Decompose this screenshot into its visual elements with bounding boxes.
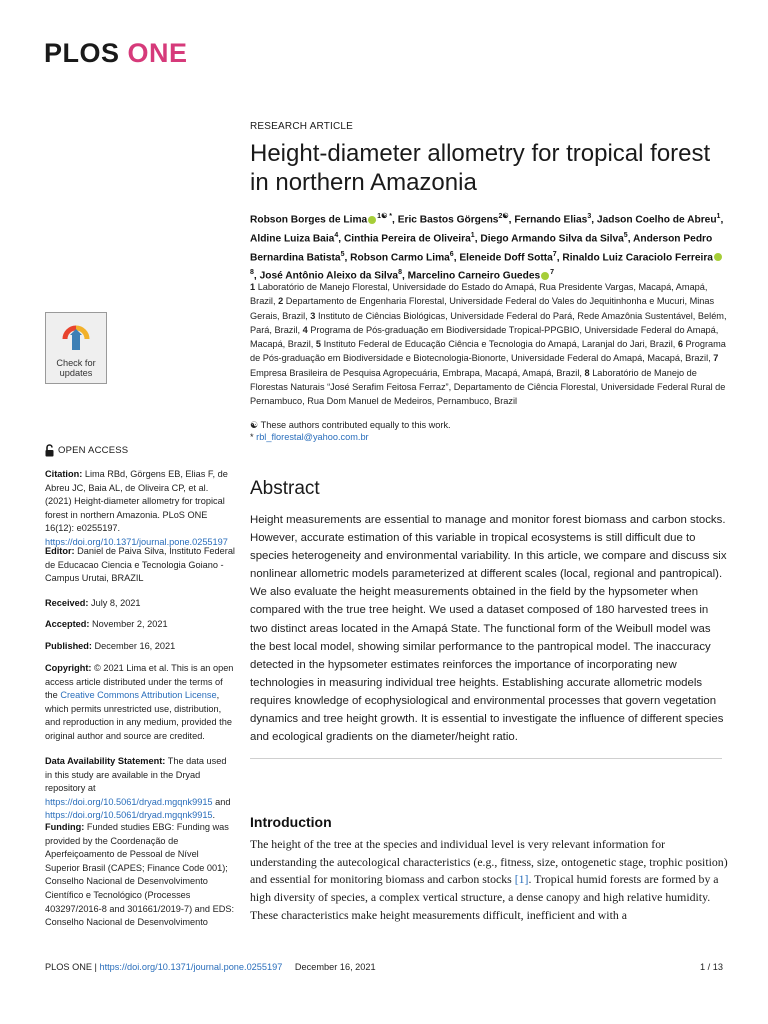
dryad-link-1[interactable]: https://doi.org/10.5061/dryad.mgqnk9915 <box>45 796 213 807</box>
check-for-updates-icon <box>59 319 93 355</box>
editor-block <box>45 545 235 586</box>
journal-logo[interactable] <box>44 38 188 69</box>
author-name[interactable]: Marcelino Carneiro Guedes <box>407 270 541 282</box>
affiliation-text: Laboratório de Manejo Florestal, Universidade do Estado do Amapá, Rua Presidente Vargas, Macapá, Amapá, Brazil, <box>250 282 708 307</box>
received-block <box>45 597 235 611</box>
copyright-block <box>45 662 235 744</box>
published-date: December 16, 2021 <box>94 641 176 651</box>
author-name[interactable]: Jadson Coelho de Abreu <box>596 214 717 226</box>
affiliation-number: 7 <box>713 353 719 364</box>
funding-text: Funded studies EBG: Funding was provided by the Coordenação de Aperfeiçoamento de Pessoal de Nível Superior Brasil (CAPES; Finance Code 001); Conselho Nacional de Desenvolvimento Científico e Tecnológico (Processes 403297/2016-8 and 301661/2019-7) and EDS: Conselho Nacional de Desenvolvimento <box>45 822 235 928</box>
author-affiliation-marker: 1 <box>716 213 721 220</box>
author-affiliation-marker: 1☯ * <box>377 213 393 220</box>
received-label: Received: <box>45 598 89 608</box>
affiliation-number: 6 <box>677 339 683 350</box>
affiliation-number: 2 <box>278 296 284 307</box>
corresponding-author <box>250 431 728 443</box>
data-availability-label: Data Availability Statement: <box>45 756 166 766</box>
article-type: RESEARCH ARTICLE <box>250 121 354 132</box>
page-footer <box>45 962 723 972</box>
reference-link-1[interactable]: [1] <box>514 872 529 887</box>
article-title-line-2: in northern Amazonia <box>250 169 477 196</box>
section-divider <box>250 758 722 759</box>
check-for-updates-badge[interactable] <box>45 312 107 384</box>
orcid-icon[interactable] <box>541 272 549 280</box>
orcid-icon[interactable] <box>368 216 376 224</box>
accepted-block <box>45 618 235 632</box>
data-availability-block <box>45 755 235 823</box>
open-lock-icon <box>45 444 54 457</box>
funding-block <box>45 821 235 930</box>
affiliation-number: 5 <box>315 339 322 350</box>
footer-journal: PLOS ONE | <box>45 962 100 972</box>
author-affiliation-marker: 8 <box>250 269 254 277</box>
author-name[interactable]: Cinthia Pereira de Oliveira <box>343 233 471 245</box>
affiliation-text: Instituto Federal de Educação Ciência e Tecnologia do Amapá, Laranjal do Jari, Brazil, <box>323 339 676 350</box>
article-title <box>250 139 728 197</box>
open-access-label: OPEN ACCESS <box>58 445 129 456</box>
funding-label: Funding: <box>45 822 85 832</box>
introduction-heading: Introduction <box>250 814 332 830</box>
corresponding-email-link[interactable]: rbl_florestal@yahoo.com.br <box>256 432 369 443</box>
editor-label: Editor: <box>45 546 75 556</box>
cc-license-link[interactable]: Creative Commons Attribution License <box>60 690 217 701</box>
affiliation-text: Programa de Pós-graduação em Biodiversidade e Biotecnologia-Bionorte, Universidade Federal do Amapá, Macapá, Brazil, <box>250 339 726 364</box>
introduction-text-part-1: The height of the tree at the species and individual level is very relevant information for understanding the autecological characteristics (e.g., fitness, size, ontogenetic stage, trophic position) and essential for monitoring biomass and carbon stocks <box>250 837 728 887</box>
author-affiliation-marker: 3 <box>587 213 592 220</box>
affiliation-text: Empresa Brasileira de Pesquisa Agropecuária, Embrapa, Macapá, Amapá, Brazil, <box>250 367 582 378</box>
citation-block <box>45 468 235 550</box>
author-affiliation-marker: 6 <box>449 250 454 258</box>
check-for-updates-label: Check for updates <box>56 358 96 378</box>
affiliation-number: 1 <box>250 282 256 292</box>
abstract-heading: Abstract <box>250 478 320 499</box>
author-affiliation-marker: 8 <box>398 269 402 277</box>
data-availability-text: The data used in this study are available in the Dryad repository at <box>45 756 227 794</box>
author-notes <box>250 419 728 444</box>
journal-logo-plos: PLOS <box>44 38 120 68</box>
editor-text: Daniel de Paiva Silva, Instituto Federal de Educacao Ciencia e Tecnologia Goiano - Campus Urutai, BRAZIL <box>45 546 235 584</box>
author-name[interactable]: Robson Borges de Lima <box>250 214 368 226</box>
author-affiliation-marker: 4 <box>334 231 339 239</box>
abstract-text: Height measurements are essential to manage and monitor forest biomass and carbon stocks. However, accurate estimation of this variable in tropical ecosystems is still difficult due to species heterogeneity and environmental variability. In this article, we compare and discuss six nonlinear allometric models parameterized at different scales (local, regional and pantropical). We also evaluate the height measurements obtained in the field by the hypsometer when compared with the true tree height. We used a dataset composed of 180 harvested trees in two distinct areas located in the Amapá State. The functional form of the Weibull model was the best local model, showing similar performance to the pantropical model. The inaccuracy detected in the hypsometer estimates reinforces the importance of incorporating new technologies in measuring individual tree heights. Establishing accurate allometric models requires knowledge of ecophysiological and environmental processes that govern vegetation dynamics and tree height growth. It is essential to investigate the influence of different species and ecological gradients on the diameter/height ratio. <box>250 514 727 744</box>
author-affiliation-marker: 2☯ <box>498 213 509 220</box>
citation-label: Citation: <box>45 469 83 479</box>
author-affiliation-marker: 1 <box>470 231 475 239</box>
affiliation-text: Programa de Pós-graduação em Biodiversidade Tropical-PPGBIO, Universidade Federal do Amapá, Macapá, Brazil, <box>250 324 719 350</box>
dryad-link-2[interactable]: https://doi.org/10.5061/dryad.mgqnk9915 <box>45 810 213 821</box>
published-label: Published: <box>45 641 92 651</box>
open-access-indicator <box>45 444 128 457</box>
author-list: Robson Borges de Lima $^{1☯ *}$, Eric Bastos Görgens$^{2☯}$, Fernando Elias$^3$, Jadson Coelho de Abreu$^1$, Aldine Luiza Baia$^4$, Cinthia Pereira de Oliveira$^1$, Diego Armando Silva da Silva$^5$, Anderson Pedro Bernardina Batista$^5$, Robson Carmo Lima$^6$, Eleneide Doff Sotta$^7$, Rinaldo Luiz Caraciolo Ferreira$^8$, José Antônio Aleixo da Silva$^8$, Marcelino Carneiro Guedes $^7$ <box>250 213 724 282</box>
author-affiliation-marker: 5 <box>623 231 628 239</box>
copyright-text-2: , which permits unrestricted use, distribution, and reproduction in any medium, provided the original author and source are credited. <box>45 690 232 741</box>
author-affiliation-marker: 7 <box>550 269 555 277</box>
copyright-text-1: © 2021 Lima et al. This is an open access article distributed under the terms of the <box>45 663 234 701</box>
affiliation-text: Instituto de Ciências Biológicas, Universidade Federal do Pará, Rede Amazônia Sustentável, Belém, Pará, Brazil, <box>250 310 727 335</box>
footer-doi-link[interactable]: https://doi.org/10.1371/journal.pone.0255197 <box>99 962 283 972</box>
author-name[interactable]: Eleneide Doff Sotta <box>459 251 553 263</box>
page-number: 1 / 13 <box>700 962 723 972</box>
affiliation-number: 8 <box>584 367 590 378</box>
author-name[interactable]: Aldine Luiza Baia <box>250 233 335 245</box>
author-name[interactable]: Robson Carmo Lima <box>350 251 450 263</box>
footer-date: December 16, 2021 <box>294 962 376 972</box>
article-title-line-1: Height-diameter allometry for tropical forest <box>250 140 711 167</box>
introduction-text <box>250 836 728 925</box>
author-affiliation-marker: 7 <box>552 250 557 258</box>
citation-text: Lima RBd, Görgens EB, Elias F, de Abreu JC, Baia AL, de Oliveira CP, et al. (2021) Height-diameter allometry for tropical forest in northern Amazonia. PLoS ONE 16(12): e0255197. <box>45 469 228 534</box>
affiliation-number: 3 <box>310 310 316 321</box>
author-name[interactable]: José Antônio Aleixo da Silva <box>259 270 399 282</box>
author-affiliation-marker: 5 <box>340 250 345 258</box>
corresponding-mark: * <box>250 432 254 443</box>
accepted-date: November 2, 2021 <box>91 619 168 629</box>
author-name[interactable]: Anderson Pedro Bernardina Batista <box>250 233 713 263</box>
accepted-label: Accepted: <box>45 619 90 629</box>
published-block <box>45 640 235 654</box>
author-name[interactable]: Eric Bastos Görgens <box>397 214 499 226</box>
received-date: July 8, 2021 <box>90 598 141 608</box>
data-availability-and: and <box>215 796 231 807</box>
affiliation-text: Laboratório de Manejo de Florestas Naturais “José Serafim Feitosa Ferraz”, Departamento de Ciência Florestal, Universidade Federal Rural de Pernambuco, Rua Dom Manuel de Medeiros, Pernambuco, Brazil <box>250 367 726 407</box>
journal-logo-one: ONE <box>127 38 188 68</box>
data-availability-end: . <box>212 810 216 821</box>
author-name[interactable]: Diego Armando Silva da Silva <box>480 233 624 245</box>
affiliation-number: 4 <box>302 324 308 335</box>
citation-doi-link[interactable]: https://doi.org/10.1371/journal.pone.0255197 <box>45 536 228 547</box>
author-name[interactable]: Rinaldo Luiz Caraciolo Ferreira <box>562 251 713 263</box>
copyright-label: Copyright: <box>45 663 92 673</box>
introduction-text-part-2: . Tropical humid forests are formed by a high diversity of species, a complex vertical structure, a dense canopy and high relative humidity. These characteristics make height measurements difficult, inefficient and with a <box>250 872 719 922</box>
affiliation-list <box>250 280 728 409</box>
equal-contribution-note: ☯ These authors contributed equally to this work. <box>250 420 451 430</box>
author-name[interactable]: Fernando Elias <box>514 214 588 226</box>
affiliation-text: Departamento de Engenharia Florestal, Universidade Federal do Vales do Jequitinhonha e Mucuri, Minas Gerais, Brazil, <box>250 296 715 321</box>
orcid-icon[interactable] <box>714 253 722 261</box>
